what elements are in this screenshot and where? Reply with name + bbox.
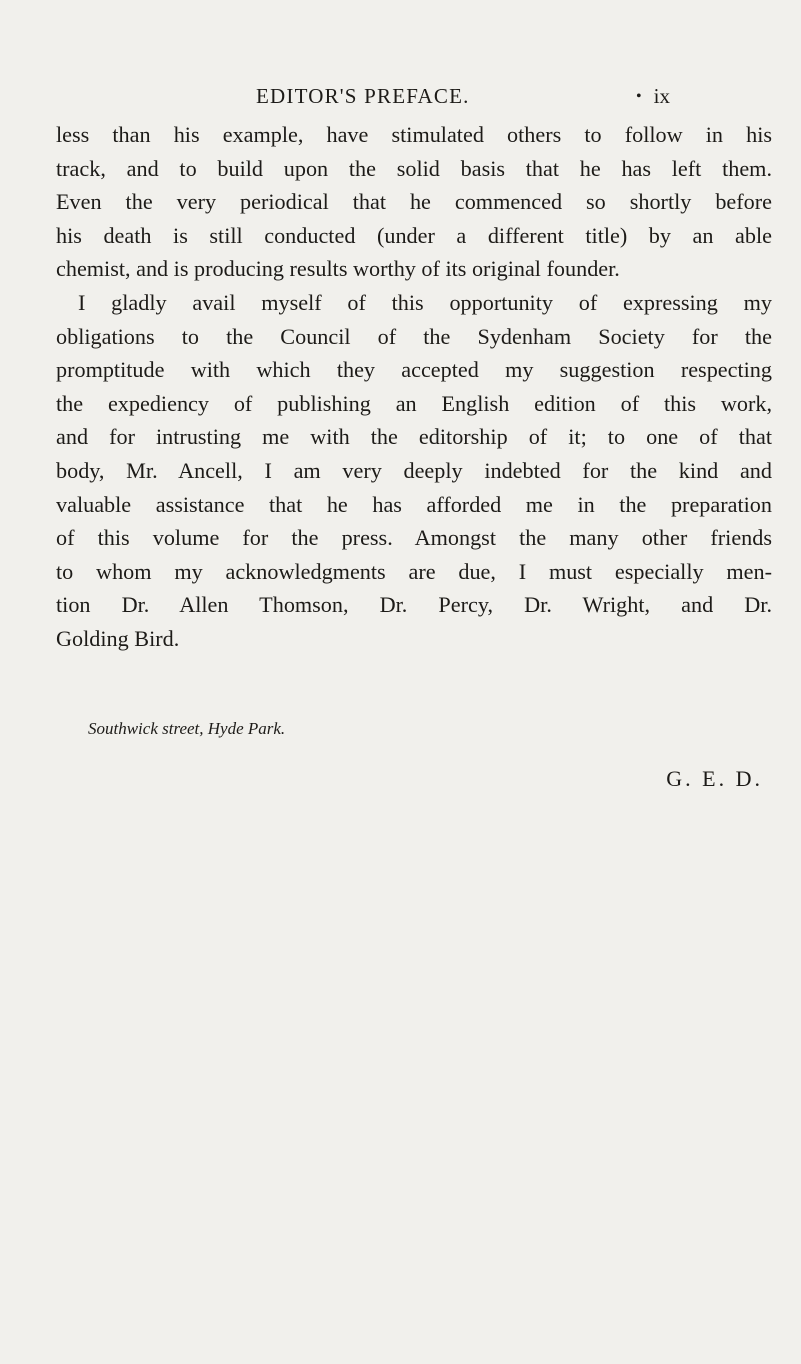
text-line: body, Mr. Ancell, I am very deeply indebted for the kind and <box>56 457 772 483</box>
text-line: of this volume for the press. Amongst the many other friends <box>56 525 772 551</box>
text-line: valuable assistance that he has afforded me in the preparation <box>56 491 772 517</box>
text-line: Golding Bird. <box>56 625 180 651</box>
page-number-value: ix <box>653 84 670 108</box>
signature-address: Southwick street, Hyde Park. <box>88 719 286 738</box>
text-line: I gladly avail myself of this opportunity of expressing my <box>78 289 772 315</box>
text-line: to whom my acknowledgments are due, I must especially men- <box>56 558 772 584</box>
text-line: chemist, and is producing results worthy of its original founder. <box>56 256 620 282</box>
folio-bullet: • <box>636 88 642 105</box>
running-title: EDITOR'S PREFACE. <box>256 84 470 108</box>
text-line: track, and to build upon the solid basis that he has left them. <box>56 155 772 181</box>
text-line: the expediency of publishing an English edition of this work, <box>56 390 772 416</box>
running-head <box>0 80 801 112</box>
text-line: obligations to the Council of the Sydenham Society for the <box>56 323 772 349</box>
paragraph-2 <box>56 286 772 656</box>
text-line: his death is still conducted (under a different title) by an able <box>56 222 772 248</box>
text-line: Even the very periodical that he commenced so shortly before <box>56 189 772 215</box>
paragraph-1 <box>56 118 772 286</box>
page-number <box>636 80 670 113</box>
text-line: tion Dr. Allen Thomson, Dr. Percy, Dr. Wright, and Dr. <box>56 592 772 618</box>
text-line: and for intrusting me with the editorship of it; to one of that <box>56 424 772 450</box>
signature-initials: G. E. D. <box>666 766 763 791</box>
text-line: promptitude with which they accepted my suggestion respecting <box>56 357 772 383</box>
text-line: less than his example, have stimulated others to follow in his <box>56 122 772 147</box>
